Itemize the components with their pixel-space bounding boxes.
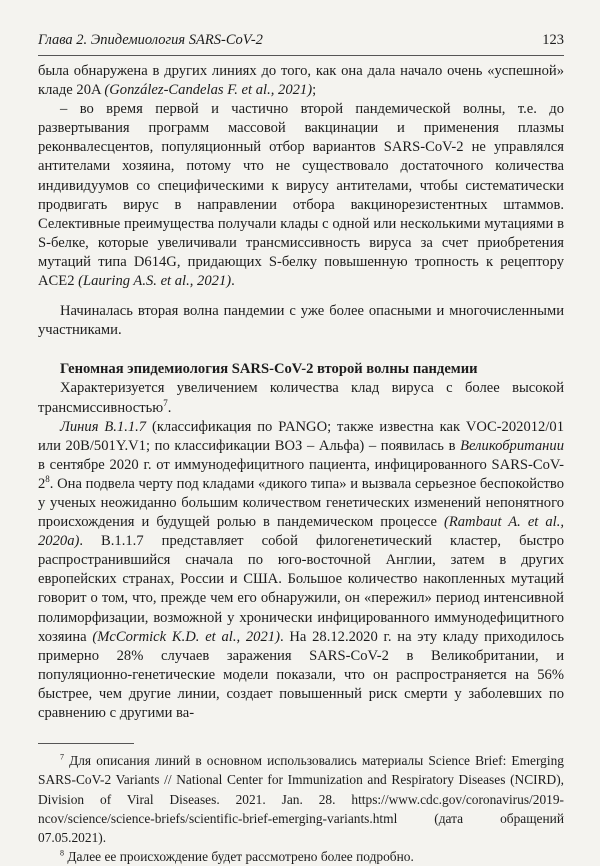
footnote-mark: 8 — [60, 848, 64, 858]
section-heading: Геномная эпидемиология SARS-CoV-2 второй волны пандемии — [60, 361, 478, 378]
paragraph-2-text: – во время первой и частично второй пандемической волны, т.е. до развертывания программ массовой вакцинации и применения плазмы реконвалесцентов, популяционный отбор вариантов SARS-CoV-2 не управлялся антителами хозяина, потому что не существовало достаточного количества индивидуумов со специфическими к вирусу антителами, чтобы систематически продвигать вирус в направлении отбора вакцинорезистентных штаммов. Селективные преимущества получали клады с одной или несколькими мутациями в S-белке, которые увеличивали трансмиссивность вируса за счет приобретения мутаций типа D614G, придающих S-белку повышенную тропность к рецептору ACE2 — [38, 101, 564, 290]
footnote-7 — [38, 751, 564, 847]
paragraph-5-text-d: . B.1.1.7 представляет собой филогенетический кластер, быстро распространившийся сначала по юго-восточной Англии, затем в других европейских странах, России и США. Большое количество накопленных мутаций говорит о том, что, прежде чем его обнаружили, он «пережил» период интенсивной полиморфизации, возможной у хронически инфицированного иммунодефицитного хозяина — [38, 533, 564, 645]
country-name: Великобритании — [460, 437, 564, 454]
paragraph-5-text-e: . На 28.12.2020 г. на эту кладу приходилось примерно 28% случаев заражения SARS-CoV-2 в Великобритании, и популяционно-генетические модели показали, что он распространяется на 56% быстрее, чем другие линии, создает повышенный риск смерти у заболевших по сравнению с другими ва- — [38, 628, 564, 721]
paragraph-2-end: . — [231, 273, 235, 290]
paragraph-5-text-c: . Она подвела черту под кладами «дикого типа» и вызвала серьезное беспокойство у ученых неожиданно большим количеством генетических изменений непонятного происхождения и будущей ролью в пандемическом процессе — [38, 475, 564, 531]
paragraph-5-text-a: (классификация по PANGO; также известна как VOC-202012/01 или 20B/501Y.V1; по классификации ВОЗ – Альфа) – появилась в — [38, 418, 564, 454]
footnotes — [38, 751, 564, 866]
page-number: 123 — [542, 32, 564, 48]
paragraph-5-text-b: в сентябре 2020 г. от иммунодефицитного пациента, инфицированного SARS-CoV-2 — [38, 456, 564, 492]
paragraph-1 — [38, 62, 564, 100]
footnote-ref-7[interactable]: 7 — [163, 397, 168, 408]
main-text — [38, 62, 564, 723]
footnote-8 — [38, 847, 564, 866]
chapter-title: Глава 2. Эпидемиология SARS-CoV-2 — [38, 32, 263, 48]
paragraph-3: Начиналась вторая волна пандемии с уже более опасными и многочисленными участниками. — [38, 303, 564, 339]
citation: (González-Candelas F. et al., 2021) — [104, 82, 313, 99]
footnote-text: Для описания линий в основном использовались материалы Science Brief: Emerging SARS-CoV-2 Variants // National Center for Immunization and Respiratory Diseases (NCIRD), Division of Viral Diseases. 2021. Jan. 28. https://www.cdc.gov/coronavirus/2019-ncov/science/science-briefs/scientific-brief-emerging-variants.html (дата обращений 07.05.2021). — [38, 753, 564, 845]
paragraph-2 — [38, 100, 564, 291]
footnote-ref-8[interactable]: 8 — [45, 474, 50, 485]
paragraph-4-text: Характеризуется увеличением количества клад вируса с более высокой трансмиссивностью — [38, 380, 564, 416]
footnote-text: Далее ее происхождение будет рассмотрено более подробно. — [64, 849, 414, 865]
paragraph-4 — [38, 379, 564, 417]
footnote-divider — [38, 743, 134, 744]
footnote-mark: 7 — [60, 752, 64, 762]
citation: (Rambaut A. et al., 2020a) — [38, 514, 565, 550]
running-header — [38, 0, 564, 56]
lineage-name: Линия B.1.1.7 — [60, 418, 147, 435]
paragraph-4-end: . — [167, 399, 172, 416]
paragraph-1-text: была обнаружена в других линиях до того, как она дала начало очень «успешной» кладе 20A — [38, 63, 564, 99]
citation: (Lauring A.S. et al., 2021) — [78, 273, 232, 290]
citation: (McCormick K.D. et al., 2021) — [92, 628, 280, 645]
paragraph-5 — [38, 418, 564, 724]
paragraph-1-end: ; — [312, 82, 317, 99]
